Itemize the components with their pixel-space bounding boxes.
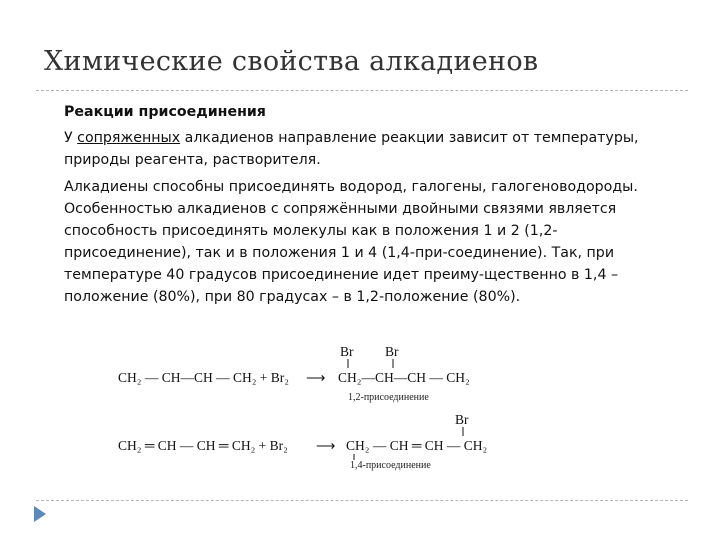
br-label-2b: Br — [455, 412, 469, 427]
footer-divider — [36, 500, 688, 501]
reaction1-caption: 1,2-присоединение — [348, 392, 429, 403]
br-label-1b: Br — [385, 344, 399, 359]
section-heading: Реакции присоединения — [64, 104, 266, 120]
reaction1-rhs: CH₂—CH—CH — CH₂ — [338, 370, 470, 385]
reaction1-lhs: CH₂ — CH—CH — CH₂ + Br₂ — [118, 370, 289, 385]
reaction-scheme — [110, 340, 500, 472]
reaction2-rhs: CH₂ — CH ═ CH — CH₂ — [346, 438, 488, 453]
reaction2-caption: 1,4-присоединение — [350, 460, 431, 471]
reaction2-arrow: ⟶ — [316, 438, 336, 453]
reaction2-lhs: CH₂ ═ CH — CH ═ CH₂ + Br₂ — [118, 438, 288, 453]
reaction1-arrow: ⟶ — [306, 370, 326, 385]
underlined-term: сопряженных — [77, 130, 181, 146]
reaction-diagram — [110, 340, 500, 472]
title-divider — [36, 90, 688, 91]
play-triangle-icon[interactable] — [33, 505, 47, 527]
br-label-1a: Br — [340, 344, 354, 359]
slide-title: Химические свойства алкадиенов — [44, 46, 539, 77]
paragraph-addition: Алкадиены способны присоединять водород, галогены, галогеноводороды. Особенностью алкадиенов с сопряжёнными двойными связями является способность присоединять молекулы как в положения 1 и 2 (1,2-присоединение), так и в положения 1 и 4 (1,4-при-соединение). Так, при температуре 40 градусов присоединение идет преиму-щественно в 1,4 – положение (80%), при 80 градусах – в 1,2-положение (80%). — [64, 179, 638, 305]
paragraph-conjugated — [64, 127, 664, 171]
para1-rest: алкадиенов направление реакции зависит от температуры, природы реагента, растворителя. — [64, 130, 639, 168]
slide-body — [64, 101, 664, 308]
para1-prefix: У — [64, 130, 78, 146]
